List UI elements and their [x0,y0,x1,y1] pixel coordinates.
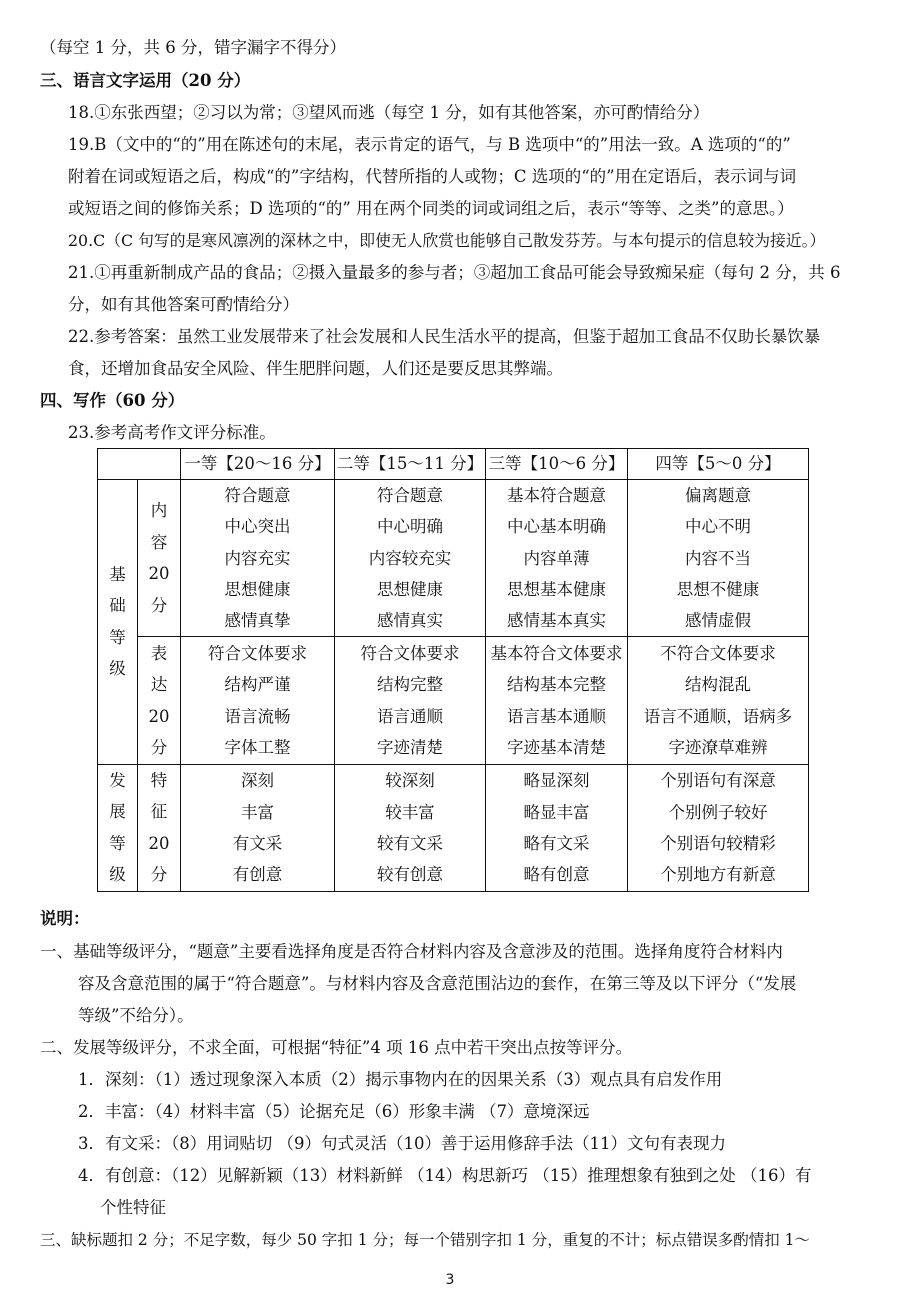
page-number: 3 [445,1272,455,1288]
header-grade-4: 四等【5～0 分】 [628,449,809,480]
content-grade-4: 偏离题意 中心不明 内容不当 思想不健康 感情虚假 [628,480,809,637]
q19-line-3: 或短语之间的修饰关系；D 选项的“的” 用在两个同类的词或词组之后，表示“等等、之类”的意思。） [68,199,794,218]
feature-grade-2: 较深刻 较丰富 较有文采 较有创意 [335,764,486,891]
feature-grade-3: 略显深刻 略显丰富 略有文采 略有创意 [486,764,628,891]
content-grade-1: 符合题意 中心突出 内容充实 思想健康 感情真挚 [181,480,335,637]
note2-item-2: 2．丰富：（4）材料丰富（5）论据充足（6）形象丰满 （7）意境深远 [78,1102,590,1121]
note3-line: 三、缺标题扣 2 分；不足字数，每少 50 字扣 1 分；每一个错别字扣 1 分，重复的不计；标点错误多酌情扣 1～ [40,1231,811,1249]
expression-label: 表达20分 [138,637,181,764]
expression-grade-2: 符合文体要求 结构完整 语言通顺 字迹清楚 [335,637,486,764]
note2-item-4-line-1: 4．有创意：（12）见解新颖（13）材料新鲜 （14）构思新巧 （15）推理想象有独到之处 （16）有 [78,1166,812,1185]
note1-line-3: 等级”不给分）。 [78,1006,194,1025]
table-row-expression [98,637,809,764]
basic-level-label: 基础等级 [98,480,138,765]
expression-grade-4: 不符合文体要求 结构混乱 语言不通顺，语病多 字迹潦草难辨 [628,637,809,764]
note2-line: 二、发展等级评分，不求全面，可根据“特征”4 项 16 点中若干突出点按等评分。 [40,1038,633,1057]
expression-grade-1: 符合文体要求 结构严谨 语言流畅 字体工整 [181,637,335,764]
content-grade-3: 基本符合题意 中心基本明确 内容单薄 思想基本健康 感情基本真实 [486,480,628,637]
note1-line-1: 一、基础等级评分，“题意”主要看选择角度是否符合材料内容及含意涉及的范围。选择角度符合材料内 [40,942,783,961]
feature-grade-4: 个别语句有深意 个别例子较好 个别语句较精彩 个别地方有新意 [628,764,809,891]
header-grade-3: 三等【10～6 分】 [486,449,628,480]
header-grade-1: 一等【20～16 分】 [181,449,335,480]
q21-line-1: 21.①再重新制成产品的食品；②摄入量最多的参与者；③超加工食品可能会导致痴呆症（每句 2 分，共 6 [68,263,841,282]
section3-heading: 三、语言文字运用（20 分） [40,71,251,90]
section4-heading: 四、写作（60 分） [40,391,185,410]
q22-line-1: 22.参考答案：虽然工业发展带来了社会发展和人民生活水平的提高，但鉴于超加工食品不仅助长暴饮暴 [68,327,821,346]
q20-answer: 20.C（C 句写的是寒风凛冽的深林之中，即使无人欣赏也能够自己散发芬芳。与本句提示的信息较为接近。） [68,231,826,250]
q23-intro: 23.参考高考作文评分标准。 [68,423,276,442]
q19-line-1: 19.B（文中的“的”用在陈述句的末尾，表示肯定的语气，与 B 选项中“的”用法一致。A 选项的“的” [68,135,791,154]
note2-item-1: 1．深刻：（1）透过现象深入本质（2）揭示事物内在的因果关系（3）观点具有启发作用 [78,1070,723,1089]
note1-line-2: 容及含意范围的属于“符合题意”。与材料内容及含意范围沾边的套作，在第三等及以下评分（“发展 [78,974,797,993]
feature-grade-1: 深刻 丰富 有文采 有创意 [181,764,335,891]
header-grade-2: 二等【15～11 分】 [335,449,486,480]
dev-level-label: 发展等级 [98,764,138,891]
note2-item-4-line-2: 个性特征 [100,1198,166,1217]
content-label: 内容20分 [138,480,181,637]
note2-item-3: 3．有文采：（8）用词贴切 （9）句式灵活（10）善于运用修辞手法（11）文句有表现力 [78,1134,726,1153]
table-header-row [98,449,809,480]
feature-label: 特征20分 [138,764,181,891]
notes-heading: 说明： [40,909,90,928]
expression-grade-3: 基本符合文体要求 结构基本完整 语言基本通顺 字迹基本清楚 [486,637,628,764]
table-row-feature [98,764,809,891]
q21-line-2: 分，如有其他答案可酌情给分） [68,295,299,314]
scoring-table [97,448,809,892]
content-grade-2: 符合题意 中心明确 内容较充实 思想健康 感情真实 [335,480,486,637]
top-note: （每空 1 分，共 6 分，错字漏字不得分） [40,38,346,57]
header-blank-cell [98,449,181,480]
q22-line-2: 食，还增加食品安全风险、伴生肥胖问题，人们还是要反思其弊端。 [68,359,563,378]
q18-answer: 18.①东张西望；②习以为常；③望风而逃（每空 1 分，如有其他答案，亦可酌情给分） [68,103,710,122]
q19-line-2: 附着在词或短语之后，构成“的”字结构，代替所指的人或物；C 选项的“的”用在定语后，表示词与词 [68,167,797,186]
table-row-content [98,480,809,637]
